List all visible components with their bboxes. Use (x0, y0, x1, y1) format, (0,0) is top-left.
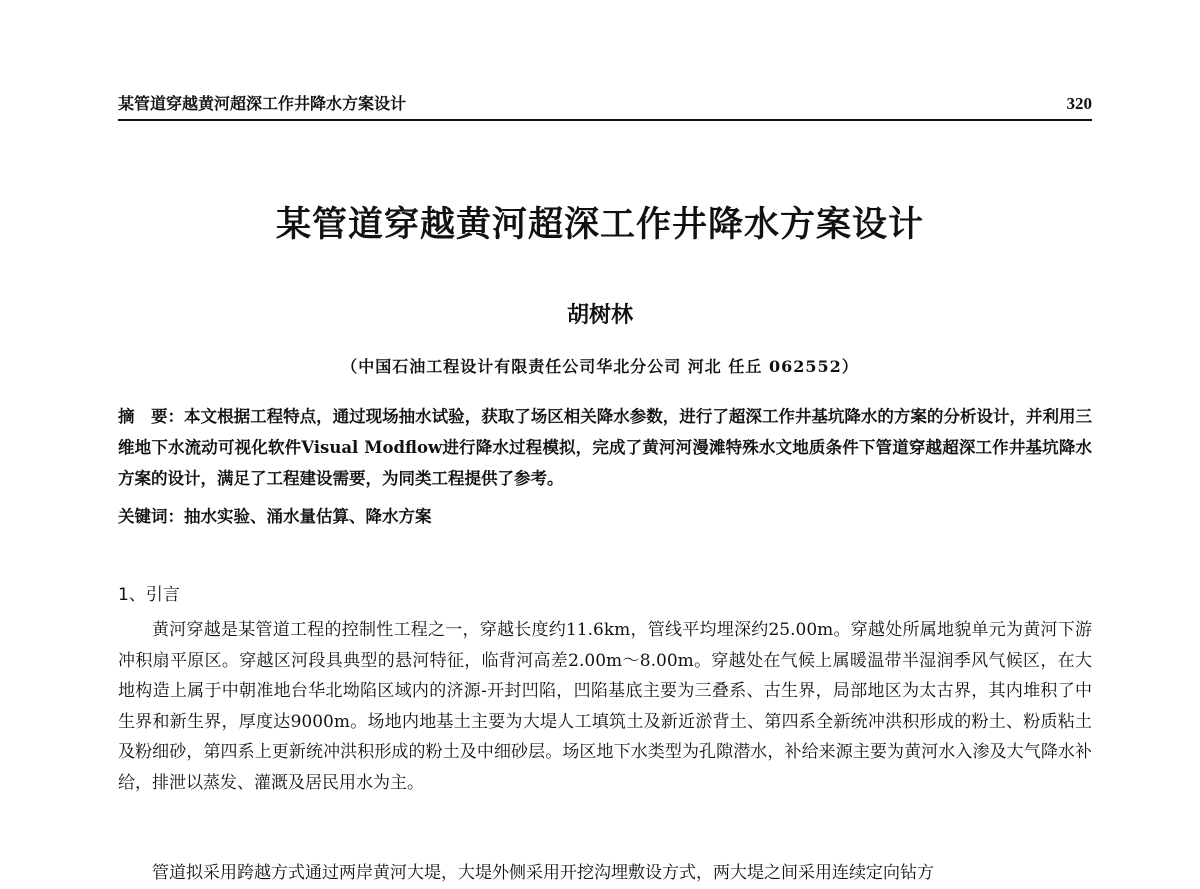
author-name: 胡树林 (566, 303, 633, 328)
body-paragraph: 黄河穿越是某管道工程的控制性工程之一，穿越长度约11.6km，管线平均埋深约25.00m。穿越处所属地貌单元为黄河下游冲积扇平原区。穿越区河段具典型的悬河特征，临背河高差2.00m～8.00m。穿越处在气候上属暖温带半湿润季风气候区，在大地构造上属于中朝准地台华北坳陷区域内的济源-开封凹陷，凹陷基底主要为三叠系、古生界，局部地区为太古界，其内堆积了中生界和新生界，厚度达9000m。场地内地基土主要为大堤人工填筑土及新近淤背土、第四系全新统冲洪积形成的粉土、粉质粘土及粉细砂，第四系上更新统冲洪积形成的粉土及中细砂层。场区地下水类型为孔隙潜水，补给来源主要为黄河水入渗及大气降水补给，排泄以蒸发、灌溉及居民用水为主。 (118, 620, 1092, 793)
page-number: 320 (1066, 94, 1092, 113)
section-heading-introduction: 1、引言 (118, 585, 180, 605)
abstract (118, 401, 1092, 494)
paper-title: 某管道穿越黄河超深工作井降水方案设计 (275, 205, 924, 245)
body-paragraph: 管道拟采用跨越方式通过两岸黄河大堤，大堤外侧采用开挖沟埋敷设方式，两大堤之间采用连续定向钻方 (152, 863, 934, 883)
author-affiliation: （中国石油工程设计有限责任公司华北分公司 河北 任丘 062552） (341, 357, 859, 376)
keywords-text: 抽水实验、涌水量估算、降水方案 (184, 507, 432, 526)
keywords-label: 关键词： (118, 507, 184, 526)
running-header-title: 某管道穿越黄河超深工作井降水方案设计 (118, 94, 407, 113)
abstract-label: 摘 要： (118, 407, 185, 426)
running-header (118, 92, 1092, 116)
abstract-text: 本文根据工程特点，通过现场抽水试验，获取了场区相关降水参数，进行了超深工作井基坑降水的方案的分析设计，并利用三维地下水流动可视化软件Visual Modflow进行降水过程模拟，完成了黄河河漫滩特殊水文地质条件下管道穿越超深工作井基坑降水方案的设计，满足了工程建设需要，为同类工程提供了参考。 (118, 407, 1093, 488)
keywords (118, 502, 1092, 532)
header-rule (118, 119, 1092, 121)
